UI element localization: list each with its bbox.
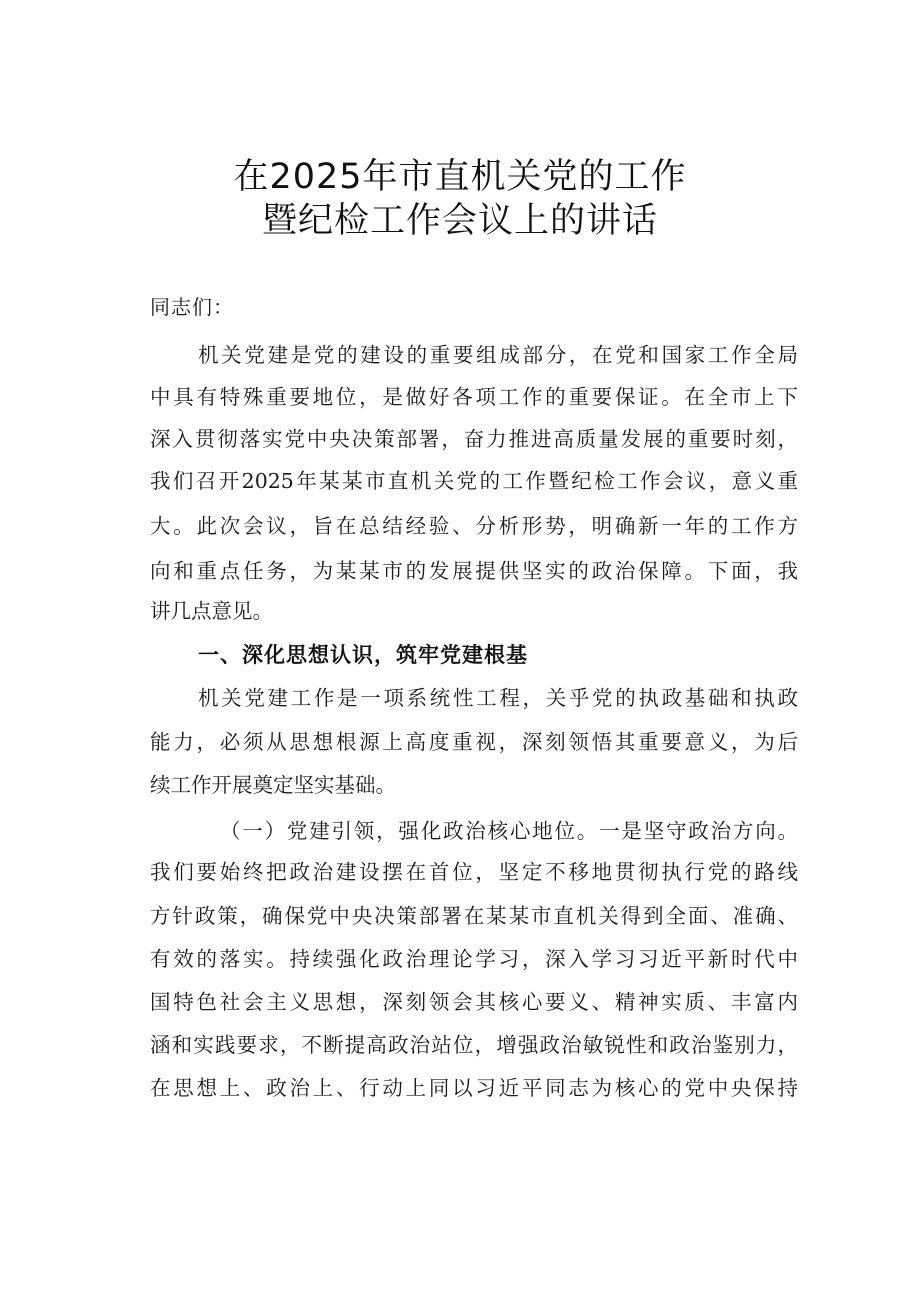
paragraph3-line: 我们要始终把政治建设摆在首位，坚定不移地贯彻执行党的路线 xyxy=(150,860,798,884)
paragraph1-line: 向和重点任务，为某某市的发展提供坚实的政治保障。下面，我 xyxy=(150,559,798,583)
paragraph3-line: 方针政策，确保党中央决策部署在某某市直机关得到全面、准确、 xyxy=(150,904,798,928)
paragraph1-line: 讲几点意见。 xyxy=(150,599,273,623)
paragraph2-line: 机关党建工作是一项系统性工程，关乎党的执政基础和执政 xyxy=(198,686,798,710)
paragraph1-line: 中具有特殊重要地位，是做好各项工作的重要保证。在全市上下 xyxy=(150,385,798,409)
document-title-line2: 暨纪检工作会议上的讲话 xyxy=(261,201,658,241)
paragraph3-line: 涵和实践要求，不断提高政治站位，增强政治敏锐性和政治鉴别力， xyxy=(150,1033,798,1057)
document-title-line1: 在2025年市直机关党的工作 xyxy=(233,157,687,197)
paragraph1-line: 深入贯彻落实党中央决策部署，奋力推进高质量发展的重要时刻， xyxy=(150,427,798,451)
paragraph2-line: 续工作开展奠定坚实基础。 xyxy=(150,773,396,797)
paragraph1-line: 大。此次会议，旨在总结经验、分析形势，明确新一年的工作方 xyxy=(150,514,798,538)
paragraph3-line: （一）党建引领，强化政治核心地位。一是坚守政治方向。 xyxy=(220,819,798,843)
section-heading: 一、深化思想认识，筑牢党建根基 xyxy=(198,643,528,667)
paragraph3-line: 有效的落实。持续强化政治理论学习，深入学习习近平新时代中 xyxy=(150,947,798,971)
paragraph1-line: 机关党建是党的建设的重要组成部分，在党和国家工作全局 xyxy=(198,343,798,367)
paragraph3-line: 国特色社会主义思想，深刻领会其核心要义、精神实质、丰富内 xyxy=(150,990,798,1014)
paragraph3-line: 在思想上、政治上、行动上同以习近平同志为核心的党中央保持 xyxy=(150,1076,798,1100)
paragraph2-line: 能力，必须从思想根源上高度重视，深刻领悟其重要意义，为后 xyxy=(150,730,798,754)
paragraph1-line: 我们召开2025年某某市直机关党的工作暨纪检工作会议，意义重 xyxy=(150,469,798,493)
salutation: 同志们： xyxy=(150,295,234,319)
